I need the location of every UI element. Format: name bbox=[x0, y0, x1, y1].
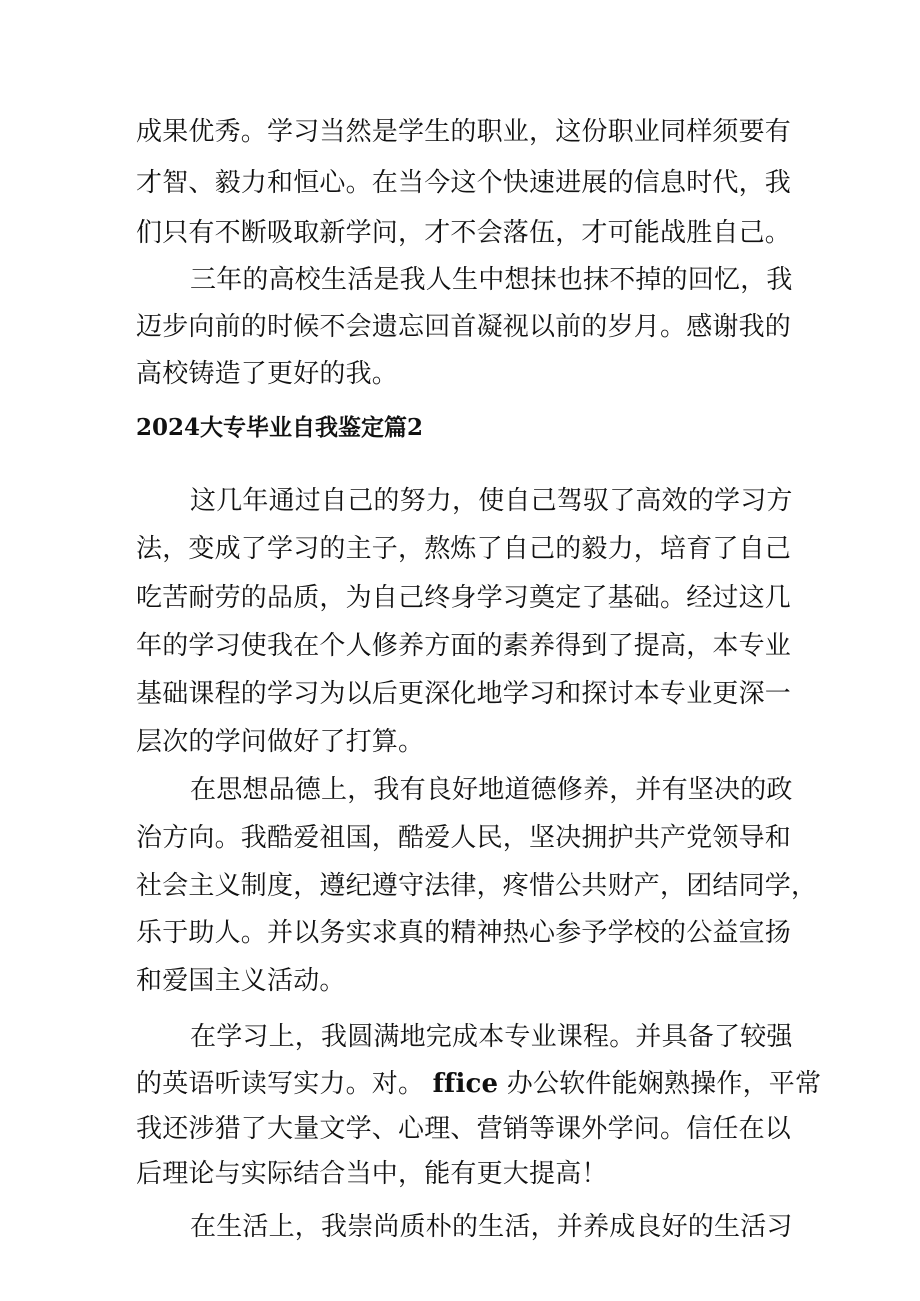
paragraph-line-mixed bbox=[136, 1068, 821, 1100]
bold-word: ffice bbox=[432, 1069, 499, 1099]
paragraph-line: 在思想品德上，我有良好地道德修养，并有坚决的政 bbox=[190, 775, 793, 805]
paragraph-line: 在学习上，我圆满地完成本专业课程。并具备了较强 bbox=[190, 1022, 793, 1052]
paragraph-line: 和爱国主义活动。 bbox=[136, 966, 346, 996]
paragraph-line: 高校铸造了更好的我。 bbox=[136, 359, 399, 389]
paragraph-text-fragment: 办公软件能娴熟操作，平常 bbox=[506, 1069, 822, 1099]
paragraph-line: 在生活上，我崇尚质朴的生活，并养成良好的生活习 bbox=[190, 1212, 793, 1242]
paragraph-line: 层次的学问做好了打算。 bbox=[136, 727, 425, 757]
paragraph-line: 这几年通过自己的努力，使自己驾驭了高效的学习方 bbox=[190, 486, 793, 516]
paragraph-text-fragment: 的英语听读写实力。对。 bbox=[136, 1069, 425, 1099]
paragraph-line: 基础课程的学习为以后更深化地学习和探讨本专业更深一 bbox=[136, 679, 792, 709]
paragraph-line: 后理论与实际结合当中，能有更大提高！ bbox=[136, 1159, 608, 1189]
paragraph-line: 法，变成了学习的主子，熬炼了自己的毅力，培育了自己 bbox=[136, 534, 792, 564]
paragraph-line: 我还涉猎了大量文学、心理、营销等课外学问。信任在以 bbox=[136, 1114, 792, 1144]
paragraph-line: 年的学习使我在个人修养方面的素养得到了提高，本专业 bbox=[136, 631, 792, 661]
paragraph-line: 吃苦耐劳的品质，为自己终身学习奠定了基础。经过这几 bbox=[136, 583, 792, 613]
paragraph-line: 成果优秀。学习当然是学生的职业，这份职业同样须要有 bbox=[136, 117, 792, 147]
paragraph-line: 才智、毅力和恒心。在当今这个快速进展的信息时代，我 bbox=[136, 168, 792, 198]
paragraph-line: 三年的高校生活是我人生中想抹也抹不掉的回忆，我 bbox=[190, 265, 793, 295]
paragraph-line: 乐于助人。并以务实求真的精神热心参予学校的公益宣扬 bbox=[136, 918, 792, 948]
section-heading: 2024大专毕业自我鉴定篇2 bbox=[136, 414, 424, 441]
paragraph-line: 迈步向前的时候不会遗忘回首凝视以前的岁月。感谢我的 bbox=[136, 312, 792, 342]
paragraph-line: 治方向。我酷爱祖国，酷爱人民，坚决拥护共产党领导和 bbox=[136, 823, 792, 853]
paragraph-line: 社会主义制度，遵纪遵守法律，疼惜公共财产，团结同学， bbox=[136, 871, 818, 901]
paragraph-line: 们只有不断吸取新学问，才不会落伍，才可能战胜自己。 bbox=[136, 218, 792, 248]
